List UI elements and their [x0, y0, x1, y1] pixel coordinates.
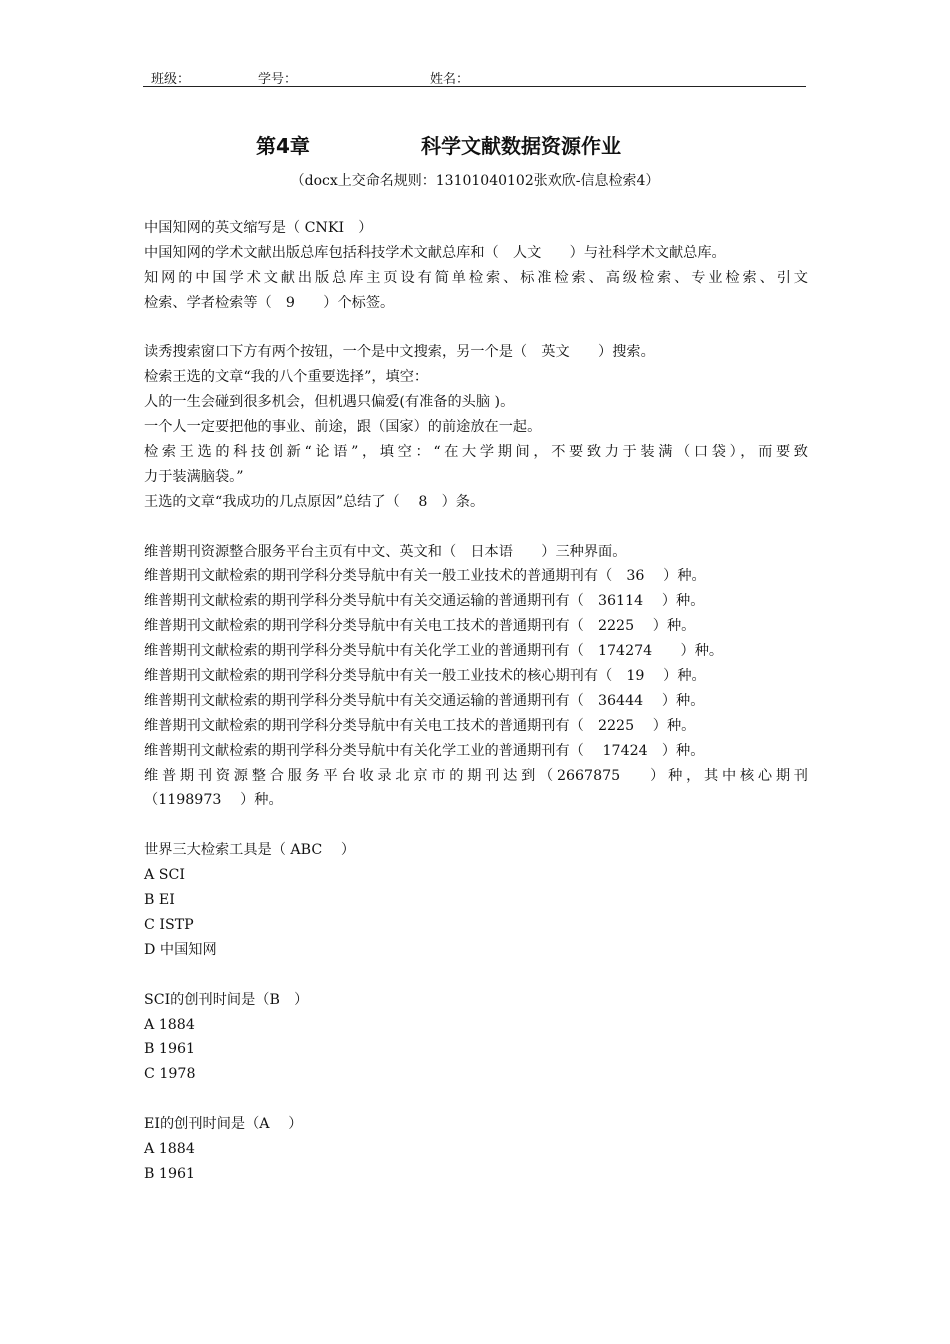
text-line: B EI — [144, 892, 175, 909]
blank-line — [144, 515, 808, 540]
page-header — [143, 66, 806, 87]
blank-line — [144, 1087, 808, 1112]
text-line: （1198973 ）种。 — [144, 792, 283, 809]
name-label: 姓名： — [430, 72, 470, 87]
text-line: 维普期刊文献检索的期刊学科分类导航中有关交通运输的普通期刊有（ 36114 ）种。 — [144, 593, 705, 610]
text-line: 检索王选的科技创新“论语”，填空：“在大学期间，不要致力于装满（口袋），而要致 — [144, 444, 808, 461]
text-line: 维普期刊文献检索的期刊学科分类导航中有关电工技术的普通期刊有（ 2225 ）种。 — [144, 717, 696, 734]
text-line: A SCI — [144, 867, 185, 884]
blank-line — [144, 813, 808, 838]
text-line: C ISTP — [144, 916, 194, 933]
text-line: EI的创刊时间是（A ） — [144, 1116, 303, 1133]
text-line: D 中国知网 — [144, 941, 217, 958]
text-line: B 1961 — [144, 1165, 196, 1182]
text-line: 维普期刊文献检索的期刊学科分类导航中有关电工技术的普通期刊有（ 2225 ）种。 — [144, 618, 696, 635]
text-line: B 1961 — [144, 1041, 196, 1058]
text-line: 维普期刊文献检索的期刊学科分类导航中有关一般工业技术的核心期刊有（ 19 ）种。 — [144, 668, 706, 685]
text-line: 力于装满脑袋。” — [144, 468, 244, 485]
blank-line — [144, 963, 808, 988]
text-line: 维普期刊资源整合服务平台主页有中文、英文和（ 日本语 ）三种界面。 — [144, 543, 627, 560]
text-line: 维普期刊文献检索的期刊学科分类导航中有关化学工业的普通期刊有（ 17424 ）种。 — [144, 742, 705, 759]
chapter-number: 第4章 — [256, 134, 310, 158]
text-line: A 1884 — [144, 1140, 195, 1157]
text-line: 中国知网的英文缩写是（ CNKI ） — [144, 220, 373, 236]
text-line: 中国知网的学术文献出版总库包括科技学术文献总库和（ 人文 ）与社科学术文献总库。 — [144, 244, 726, 261]
text-line: A 1884 — [144, 1016, 195, 1033]
text-line: 世界三大检索工具是（ ABC ） — [144, 842, 356, 859]
blank-line — [144, 316, 808, 341]
text-line: 维普期刊文献检索的期刊学科分类导航中有关一般工业技术的普通期刊有（ 36 ）种。 — [144, 568, 706, 585]
chapter-title: 科学文献数据资源作业 — [421, 134, 621, 158]
naming-rule-note: （docx上交命名规则：13101040102张欢欣-信息检索4） — [290, 173, 660, 189]
text-line: 一个人一定要把他的事业、前途，跟（国家）的前途放在一起。 — [144, 419, 542, 436]
text-line: 知网的中国学术文献出版总库主页设有简单检索、标准检索、高级检索、专业检索、引文 — [144, 269, 808, 286]
text-line: 检索王选的文章“我的八个重要选择”，填空： — [144, 369, 429, 386]
text-line: 读秀搜索窗口下方有两个按钮，一个是中文搜索，另一个是（ 英文 ）搜索。 — [144, 344, 655, 361]
text-line: 维普期刊文献检索的期刊学科分类导航中有关交通运输的普通期刊有（ 36444 ）种。 — [144, 692, 705, 709]
student-id-label: 学号： — [258, 72, 298, 87]
text-line: 检索、学者检索等（ 9 ）个标签。 — [144, 294, 395, 311]
text-line: C 1978 — [144, 1066, 196, 1083]
text-line: 维普期刊资源整合服务平台收录北京市的期刊达到（2667875 ）种，其中核心期刊 — [144, 767, 808, 784]
document-body — [144, 216, 808, 1187]
text-line: 维普期刊文献检索的期刊学科分类导航中有关化学工业的普通期刊有（ 174274 ）种。 — [144, 643, 724, 660]
text-line: 王选的文章“我成功的几点原因”总结了（ 8 ）条。 — [144, 493, 485, 510]
text-line: 人的一生会碰到很多机会，但机遇只偏爱(有准备的头脑 )。 — [144, 394, 515, 411]
class-label: 班级： — [151, 72, 191, 87]
text-line: SCI的创刊时间是（B ） — [144, 991, 309, 1008]
